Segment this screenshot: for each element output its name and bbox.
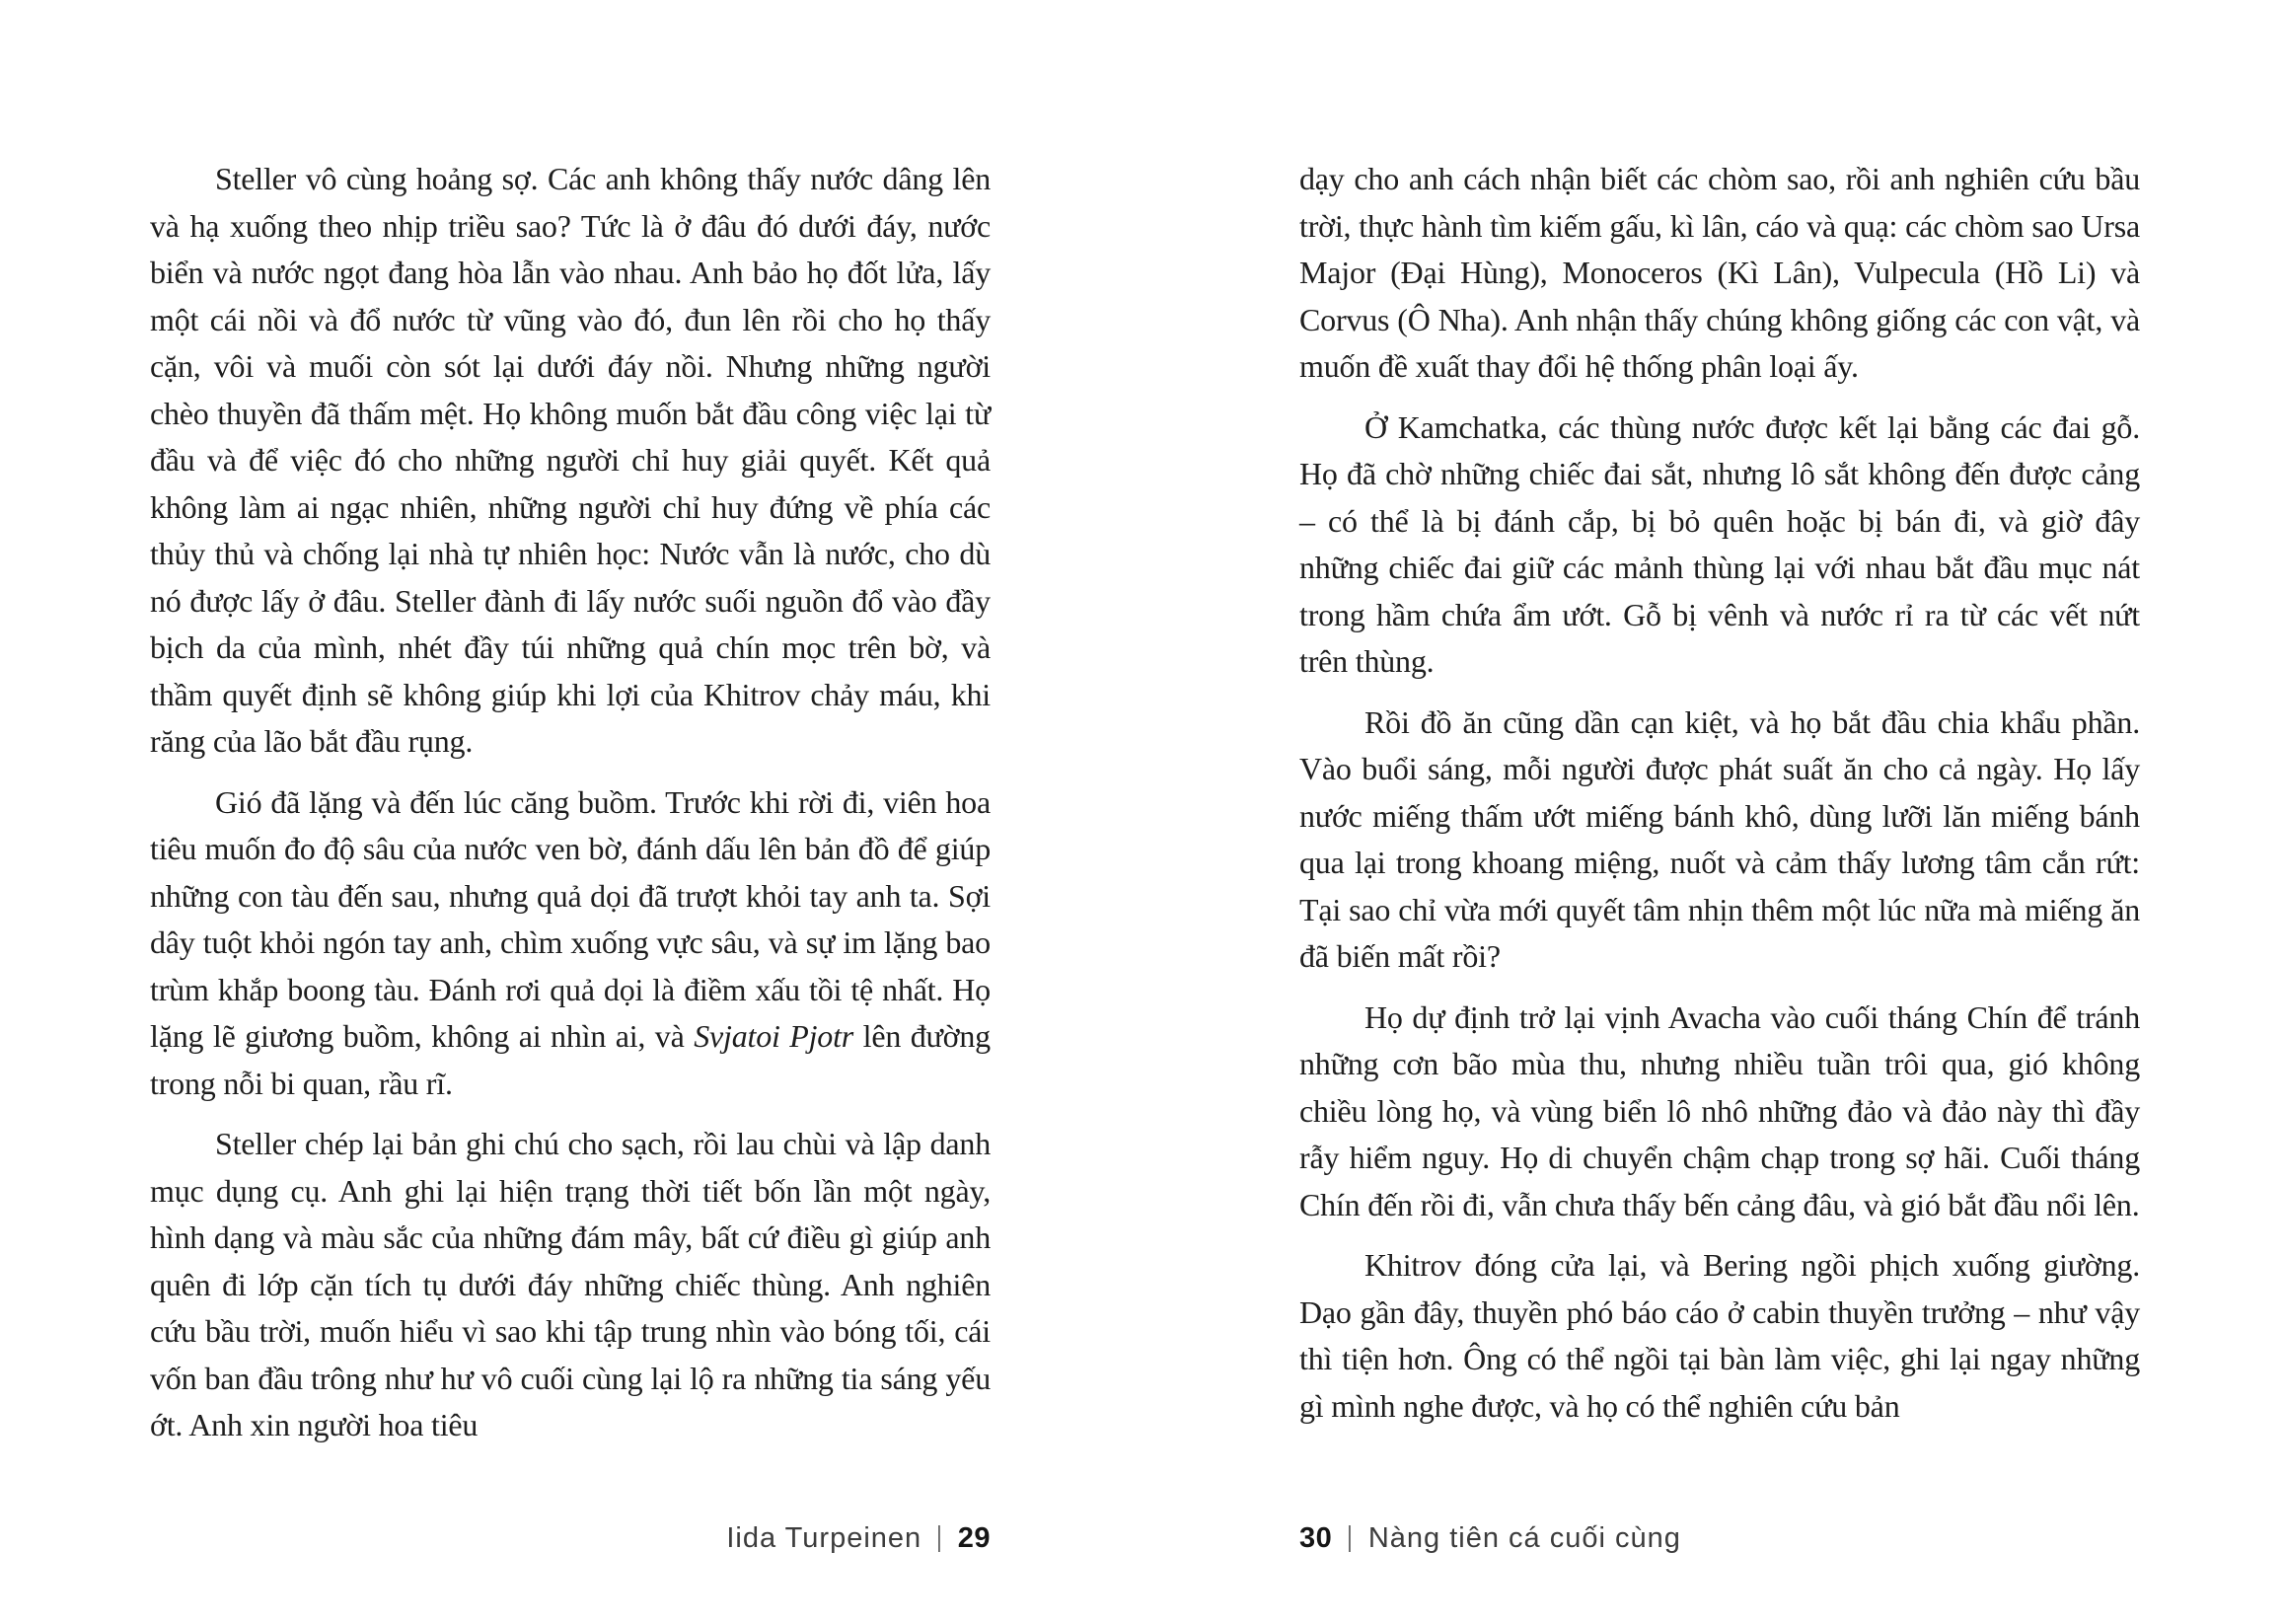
footer-author: Iida Turpeinen bbox=[726, 1522, 922, 1554]
text-segment: Steller chép lại bản ghi chú cho sạch, rồi lau chùi và lập danh mục dụng cụ. Anh ghi lại hiện trạng thời tiết bốn lần một ngày, hình dạng và màu sắc của những đám mây, bất cứ điều gì giúp anh quên đi lớp cặn tích tụ dưới đáy những chiếc thùng. Anh nghiên cứu bầu trời, muốn hiểu vì sao khi tập trung nhìn vào bóng tối, cái vốn ban đầu trông như hư vô cuối cùng lại lộ ra những tia sáng yếu ớt. Anh xin người hoa tiêu bbox=[150, 1126, 991, 1442]
footer-page-number: 30 bbox=[1299, 1522, 1333, 1554]
footer-separator: | bbox=[936, 1521, 943, 1553]
text-segment: Rồi đồ ăn cũng dần cạn kiệt, và họ bắt đầu chia khẩu phần. Vào buổi sáng, mỗi người được phát suất ăn cho cả ngày. Họ lấy nước miếng thấm ướt miếng bánh khô, dùng lưỡi lăn miếng bánh qua lại trong khoang miệng, nuốt và cảm thấy lương tâm cắn rứt: Tại sao chỉ vừa mới quyết tâm nhịn thêm một lúc nữa mà miếng ăn đã biến mất rồi? bbox=[1299, 703, 2140, 974]
text-segment: Khitrov đóng cửa lại, và Bering ngồi phịch xuống giường. Dạo gần đây, thuyền phó báo cáo ở cabin thuyền trưởng – như vậy thì tiện hơn. Ông có thể ngồi tại bàn làm việc, ghi lại ngay những gì mình nghe được, và họ có thể nghiên cứu bản bbox=[1299, 1247, 2140, 1424]
footer-book-title: Nàng tiên cá cuối cùng bbox=[1367, 1522, 1681, 1554]
paragraph bbox=[150, 779, 991, 1108]
right-page-footer bbox=[1299, 1522, 2140, 1555]
left-page-footer bbox=[150, 1522, 991, 1555]
italic-text-segment: Svjatoi Pjotr bbox=[694, 1018, 854, 1054]
footer-page-number: 29 bbox=[957, 1522, 991, 1554]
footer-separator: | bbox=[1347, 1521, 1354, 1553]
text-segment: lên đường trong nỗi bi quan, rầu rĩ. bbox=[150, 1018, 991, 1101]
paragraph bbox=[1299, 405, 2140, 686]
text-segment: dạy cho anh cách nhận biết các chòm sao, rồi anh nghiên cứu bầu trời, thực hành tìm kiếm gấu, kì lân, cáo và quạ: các chòm sao Ursa Major (Đại Hùng), Monoceros (Kì Lân), Vulpecula (Hồ Li) và Corvus (Ô Nha). Anh nhận thấy chúng không giống các con vật, và muốn đề xuất thay đổi hệ thống phân loại ấy. bbox=[1299, 161, 2140, 384]
paragraph bbox=[150, 156, 991, 766]
paragraph bbox=[1299, 700, 2140, 981]
paragraph bbox=[1299, 995, 2140, 1229]
paragraph bbox=[1299, 1242, 2140, 1430]
text-segment: Ở Kamchatka, các thùng nước được kết lại bằng các đai gỗ. Họ đã chờ những chiếc đai sắt, nhưng lô sắt không đến được cảng – có thể là bị đánh cắp, bị bỏ quên hoặc bị bán đi, và giờ đây những chiếc đai giữ các mảnh thùng lại với nhau bắt đầu mục nát trong hầm chứa ẩm ướt. Gỗ bị vênh và nước rỉ ra từ các vết nứt trên thùng. bbox=[1299, 408, 2140, 679]
text-segment: Steller vô cùng hoảng sợ. Các anh không thấy nước dâng lên và hạ xuống theo nhịp triều sao? Tức là ở đâu đó dưới đáy, nước biển và nước ngọt đang hòa lẫn vào nhau. Anh bảo họ đốt lửa, lấy một cái nồi và đổ nước từ vũng vào đó, đun lên rồi cho họ thấy cặn, vôi và muối còn sót lại dưới đáy nồi. Nhưng những người chèo thuyền đã thấm mệt. Họ không muốn bắt đầu công việc lại từ đầu và để việc đó cho những người chỉ huy giải quyết. Kết quả không làm ai ngạc nhiên, những người chỉ huy đứng về phía các thủy thủ và chống lại nhà tự nhiên học: Nước vẫn là nước, cho dù nó được lấy ở đâu. Steller đành đi lấy nước suối nguồn đổ vào đầy bịch da của mình, nhét đầy túi những quả chín mọc trên bờ, và thầm quyết định sẽ không giúp khi lợi của Khitrov chảy máu, khi răng của lão bắt đầu rụng. bbox=[150, 161, 991, 759]
text-segment: Gió đã lặng và đến lúc căng buồm. Trước khi rời đi, viên hoa tiêu muốn đo độ sâu của nước ven bờ, đánh dấu lên bản đồ để giúp những con tàu đến sau, nhưng quả dọi đã trượt khỏi tay anh ta. Sợi dây tuột khỏi ngón tay anh, chìm xuống vực sâu, và sự im lặng bao trùm khắp boong tàu. Đánh rơi quả dọi là điềm xấu tồi tệ nhất. Họ lặng lẽ giương buồm, không ai nhìn ai, và bbox=[150, 783, 991, 1054]
left-page-text bbox=[150, 156, 991, 1463]
paragraph bbox=[1299, 156, 2140, 391]
text-segment: Họ dự định trở lại vịnh Avacha vào cuối tháng Chín để tránh những cơn bão mùa thu, nhưng nhiều tuần trôi qua, gió không chiều lòng họ, và vùng biển lô nhô những đảo và đảo này thì đầy rẫy hiểm nguy. Họ di chuyển chậm chạp trong sợ hãi. Cuối tháng Chín đến rồi đi, vẫn chưa thấy bến cảng đâu, và gió bắt đầu nổi lên. bbox=[1299, 998, 2140, 1222]
paragraph bbox=[150, 1121, 991, 1449]
right-page-text bbox=[1299, 156, 2140, 1443]
